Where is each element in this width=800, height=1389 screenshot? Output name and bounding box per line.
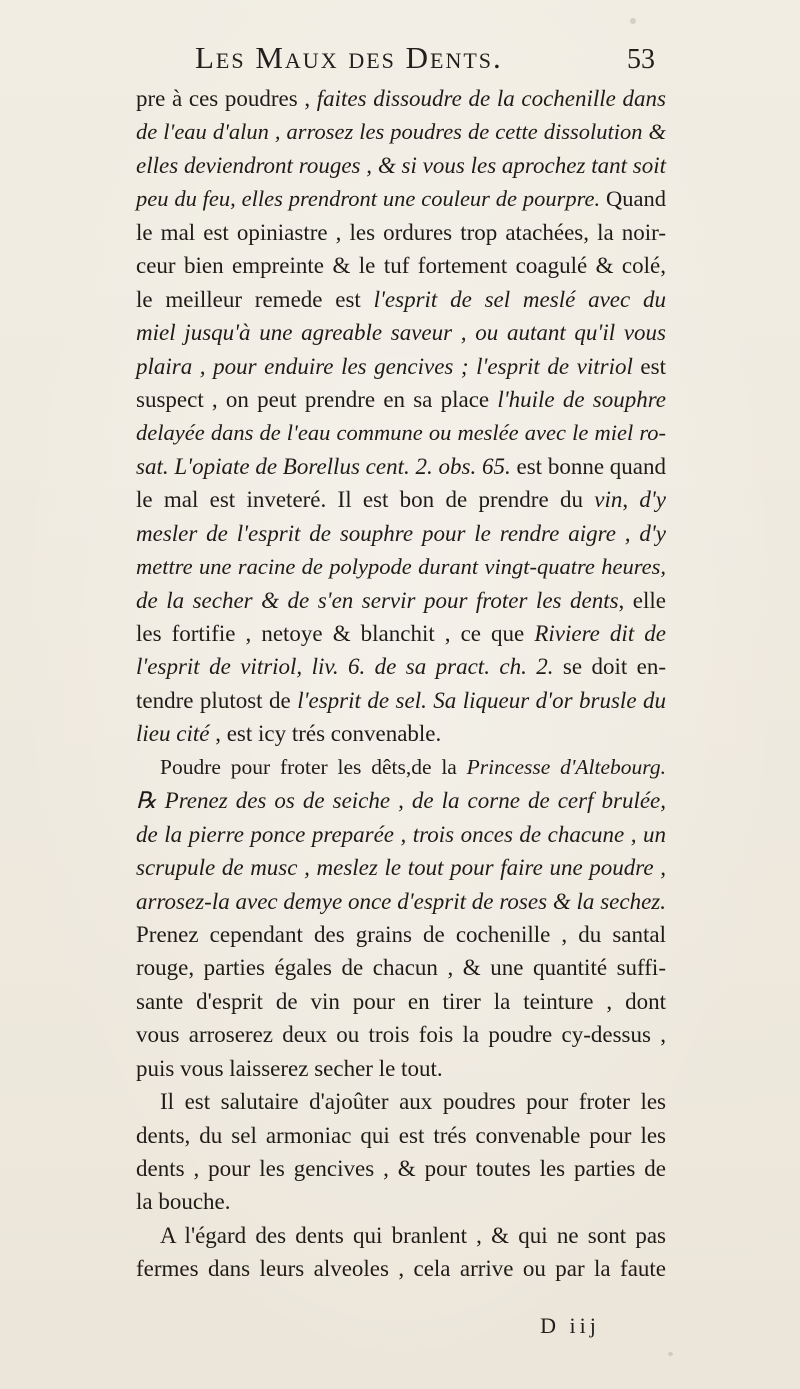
roman-text: est bonne quand (510, 453, 667, 479)
text-line (136, 1219, 666, 1252)
text-line (136, 1252, 666, 1285)
italic-text: ℞ Prenez des os de seiche , de la corne de cerf brulée, (136, 788, 666, 814)
text-line (136, 350, 666, 383)
text-line (136, 383, 666, 416)
roman-text: le mal est opiniastre , les ordures trop atachées, la noir- (136, 219, 666, 245)
page-header (195, 40, 655, 76)
italic-text: elles deviendront rouges , & si vous les aprochez tant soit (136, 152, 666, 178)
italic-text: l'esprit de sel. Sa liqueur d'or brusle du (297, 687, 666, 713)
roman-text: , (622, 487, 640, 513)
italic-text: Princesse d'Altebourg. (466, 754, 666, 779)
italic-text: de la pierre ponce preparée , trois onces de chacune , un (136, 821, 666, 847)
roman-text: la bouche. (136, 1189, 231, 1215)
roman-text: sante d'esprit de vin pour en tirer la teinture , dont (136, 988, 666, 1014)
roman-text: est (632, 353, 666, 379)
italic-text: d'y (639, 487, 667, 513)
text-line (136, 82, 666, 115)
text-line (136, 918, 666, 951)
text-line (136, 684, 666, 717)
roman-text: se doit en- (553, 654, 667, 680)
italic-text: sat. L'opiate de Borellus cent. 2. obs. 65. (136, 453, 511, 479)
text-line (136, 483, 666, 516)
italic-text: miel jusqu'à une agreable saveur , ou autant qu'il vous (136, 320, 666, 346)
text-line (136, 149, 666, 182)
roman-text: fermes dans leurs alveoles , cela arrive ou par la faute (136, 1256, 666, 1282)
text-line (136, 717, 666, 750)
text-line (136, 249, 666, 282)
running-title: Les Maux des Dents. (195, 40, 503, 75)
italic-text: vin (594, 487, 623, 513)
body-text (136, 82, 666, 1286)
text-line (136, 416, 666, 449)
roman-text: rouge, parties égales de chacun , & une quantité suffi- (136, 955, 666, 981)
roman-text: les fortifie , netoye & blanchit , ce que (136, 621, 535, 646)
italic-text: scrupule de musc , meslez le tout pour faire une poudre , (136, 855, 666, 881)
roman-text: vous arroserez deux ou trois fois la poudre cy-dessus , (136, 1022, 666, 1048)
text-line (136, 283, 666, 316)
text-line (136, 751, 666, 784)
italic-text: de l'eau d'alun , arrosez les poudres de cette dissolution & (136, 119, 666, 145)
text-line (136, 818, 666, 851)
text-line (136, 1119, 666, 1152)
italic-text: mesler de l'esprit de souphre pour le rendre aigre , d'y (136, 520, 666, 546)
text-line (136, 951, 666, 984)
italic-text: l'esprit de vitriol, liv. 6. de sa pract. ch. 2. (136, 654, 554, 680)
text-line (136, 851, 666, 884)
text-line (136, 115, 666, 148)
ink-speck (668, 1352, 673, 1356)
text-line (136, 1052, 666, 1085)
text-line (136, 584, 666, 617)
italic-text: delayée dans de l'eau commune ou meslée avec le miel ro- (136, 420, 666, 446)
text-line (136, 550, 666, 583)
roman-text: dents, du sel armoniac qui est trés convenable pour les (136, 1122, 666, 1148)
italic-text: plaira , pour enduire les gencives ; l'esprit de vitriol (136, 353, 633, 379)
text-line (136, 784, 666, 817)
roman-text: suspect , on peut prendre en sa place (136, 386, 498, 412)
roman-text: Poudre pour froter les dêts,de la (160, 754, 467, 779)
roman-text: Prenez cependant des grains de cochenille , du santal (136, 921, 666, 947)
italic-text: l'huile de souphre (497, 386, 667, 412)
text-line (136, 216, 666, 249)
roman-text: le mal est inveteré. Il est bon de prendre du (136, 487, 595, 513)
roman-text: tendre plutost de (136, 687, 298, 713)
roman-text: puis vous laisserez secher le tout. (136, 1055, 443, 1081)
signature-mark-row (0, 1313, 800, 1339)
text-line (136, 182, 666, 215)
text-line (136, 1085, 666, 1118)
text-line (136, 450, 666, 483)
text-line (136, 650, 666, 683)
roman-text: A l'égard des dents qui branlent , & qui ne sont pas (160, 1222, 666, 1248)
italic-text: Riviere dit de (534, 621, 666, 646)
roman-text: Il est salutaire d'ajoûter aux poudres pour froter les (160, 1089, 666, 1115)
text-line (136, 617, 666, 650)
roman-text: le meilleur remede est (136, 286, 374, 312)
roman-text: dents , pour les gencives , & pour toutes les parties de (136, 1156, 666, 1181)
italic-text: peu du feu, elles prendront une couleur de pourpre. (136, 186, 601, 212)
roman-text: Quand (600, 186, 666, 212)
roman-text: ceur bien empreinte & le tuf fortement coagulé & colé, (136, 253, 666, 279)
italic-text: lieu cité (136, 721, 210, 747)
italic-text: mettre une racine de polypode durant vingt-quatre heures, (136, 554, 666, 580)
page-number: 53 (627, 44, 655, 75)
italic-text: faites dissoudre de la cochenille dans (316, 86, 666, 111)
italic-text: de la secher & de s'en servir pour froter les dents (136, 587, 619, 613)
text-line (136, 1185, 666, 1218)
roman-text: , est icy trés convenable. (209, 721, 442, 747)
roman-text: , elle (618, 587, 666, 613)
ink-speck (630, 18, 636, 24)
text-line (136, 1152, 666, 1185)
signature-mark: D iij (540, 1313, 600, 1338)
italic-text: arrosez-la avec demye once d'esprit de roses & la sechez. (136, 888, 666, 914)
text-line (136, 1018, 666, 1051)
text-line (136, 517, 666, 550)
text-line (136, 316, 666, 349)
text-line (136, 985, 666, 1018)
italic-text: l'esprit de sel meslé avec du (373, 286, 666, 312)
roman-text: pre à ces poudres , (136, 86, 317, 111)
text-line (136, 885, 666, 918)
